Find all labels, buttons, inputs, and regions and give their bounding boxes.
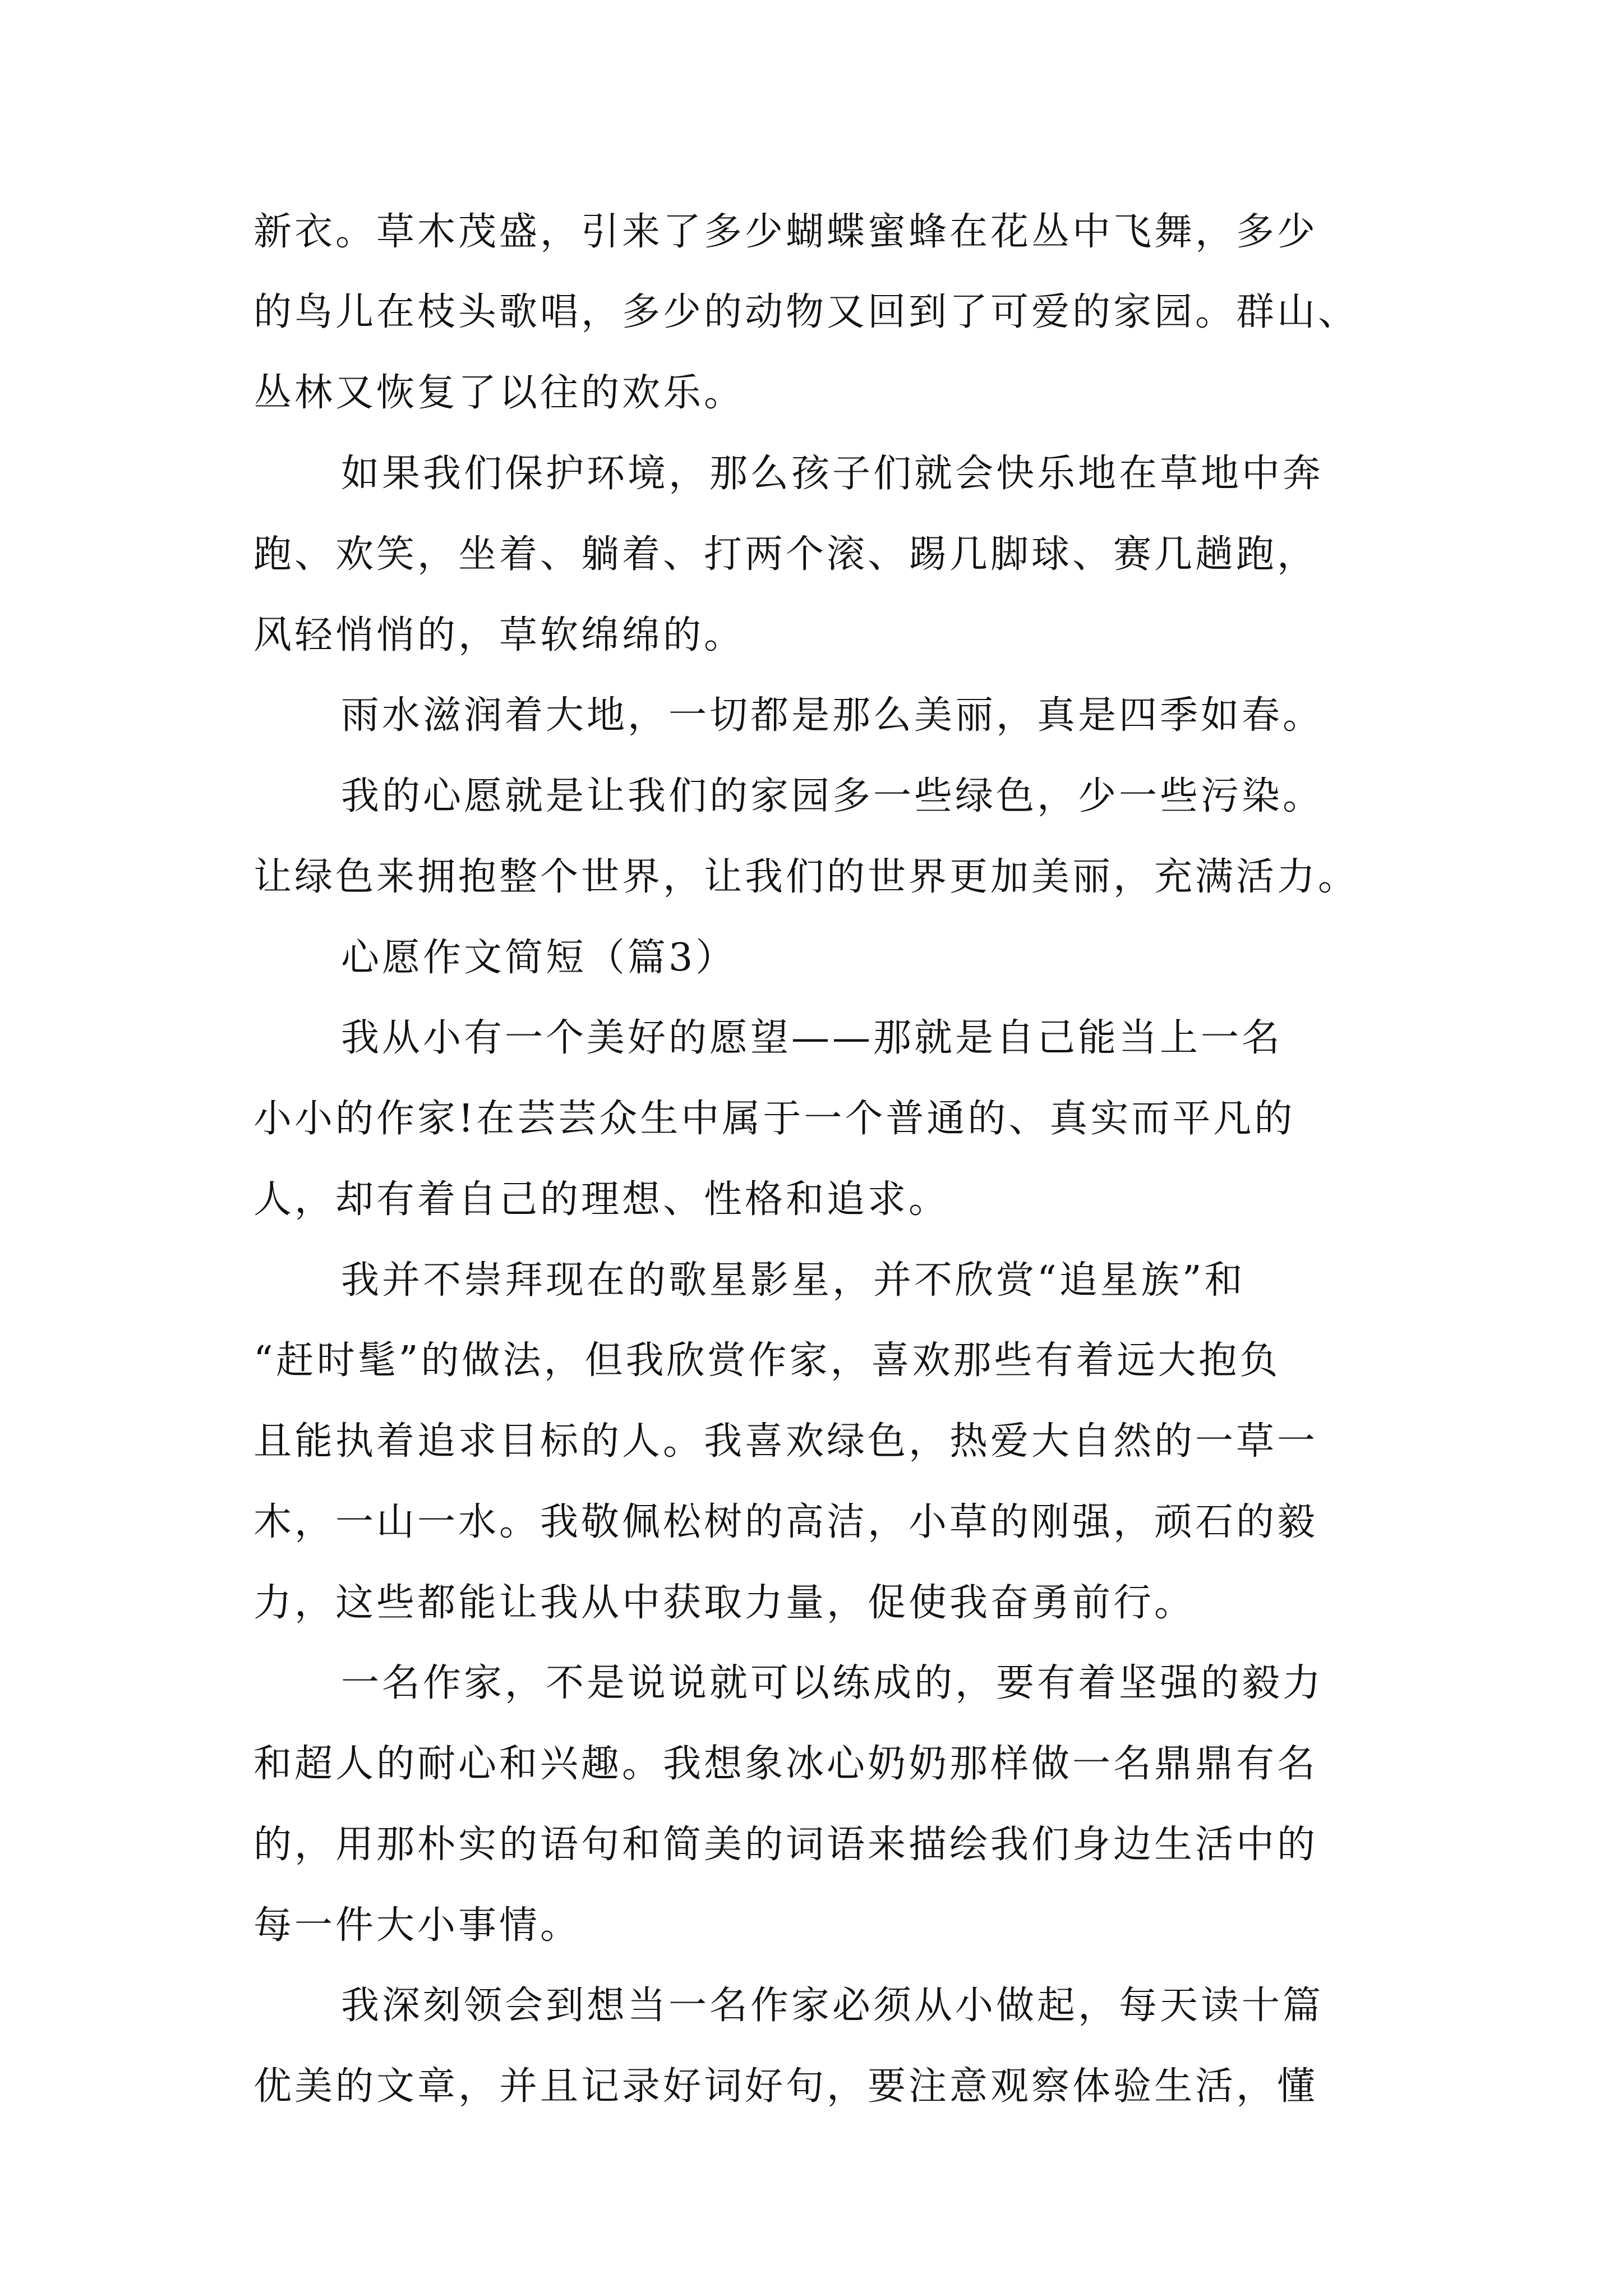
- text-line: 力，这些都能让我从中获取力量，促使我奋勇前行。: [253, 1581, 1196, 1625]
- text-line: 小小的作家!在芸芸众生中属于一个普通的、真实而平凡的: [253, 1097, 1295, 1141]
- paragraph-first-line: 我深刻领会到想当一名作家必须从小做起，每天读十篇: [341, 1984, 1324, 2028]
- paragraph-first-line: 我的心愿就是让我们的家园多一些绿色，少一些污染。: [341, 774, 1324, 818]
- text-line: 让绿色来拥抱整个世界，让我们的世界更加美丽，充满活力。: [253, 855, 1359, 899]
- text-line: 风轻悄悄的，草软绵绵的。: [253, 613, 745, 657]
- text-line: 的鸟儿在枝头歌唱，多少的动物又回到了可爱的家园。群山、: [253, 290, 1359, 334]
- text-line: 且能执着追求目标的人。我喜欢绿色，热爱大自然的一草一: [253, 1419, 1318, 1464]
- paragraph-first-line: 雨水滋润着大地，一切都是那么美丽，真是四季如春。: [341, 693, 1324, 738]
- text-line: 的，用那朴实的语句和简美的词语来描绘我们身边生活中的: [253, 1823, 1318, 1867]
- text-line: 跑、欢笑，坐着、躺着、打两个滚、踢几脚球、赛几趟跑，: [253, 532, 1318, 577]
- text-line: 新衣。草木茂盛，引来了多少蝴蝶蜜蜂在花丛中飞舞，多少: [253, 210, 1318, 254]
- text-line: 优美的文章，并且记录好词好句，要注意观察体验生活，懂: [253, 2064, 1318, 2109]
- text-line: 和超人的耐心和兴趣。我想象冰心奶奶那样做一名鼎鼎有名: [253, 1742, 1318, 1786]
- text-line: 人，却有着自己的理想、性格和追求。: [253, 1177, 950, 1222]
- paragraph-first-line: 一名作家，不是说说就可以练成的，要有着坚强的毅力: [341, 1661, 1324, 1705]
- text-line: 丛林又恢复了以往的欢乐。: [253, 371, 745, 415]
- text-line: 每一件大小事情。: [253, 1903, 582, 1948]
- paragraph-first-line: 我从小有一个美好的愿望——那就是自己能当上一名: [341, 1016, 1283, 1060]
- paragraph-first-line: 我并不崇拜现在的歌星影星，并不欣赏“追星族”和: [341, 1258, 1246, 1303]
- section-heading: 心愿作文简短（篇3）: [341, 936, 737, 980]
- text-line: “赶时髦”的做法，但我欣赏作家，喜欢那些有着远大抱负: [253, 1338, 1281, 1383]
- paragraph-first-line: 如果我们保护环境，那么孩子们就会快乐地在草地中奔: [341, 452, 1324, 496]
- text-line: 木，一山一水。我敬佩松树的高洁，小草的刚强，顽石的毅: [253, 1500, 1318, 1544]
